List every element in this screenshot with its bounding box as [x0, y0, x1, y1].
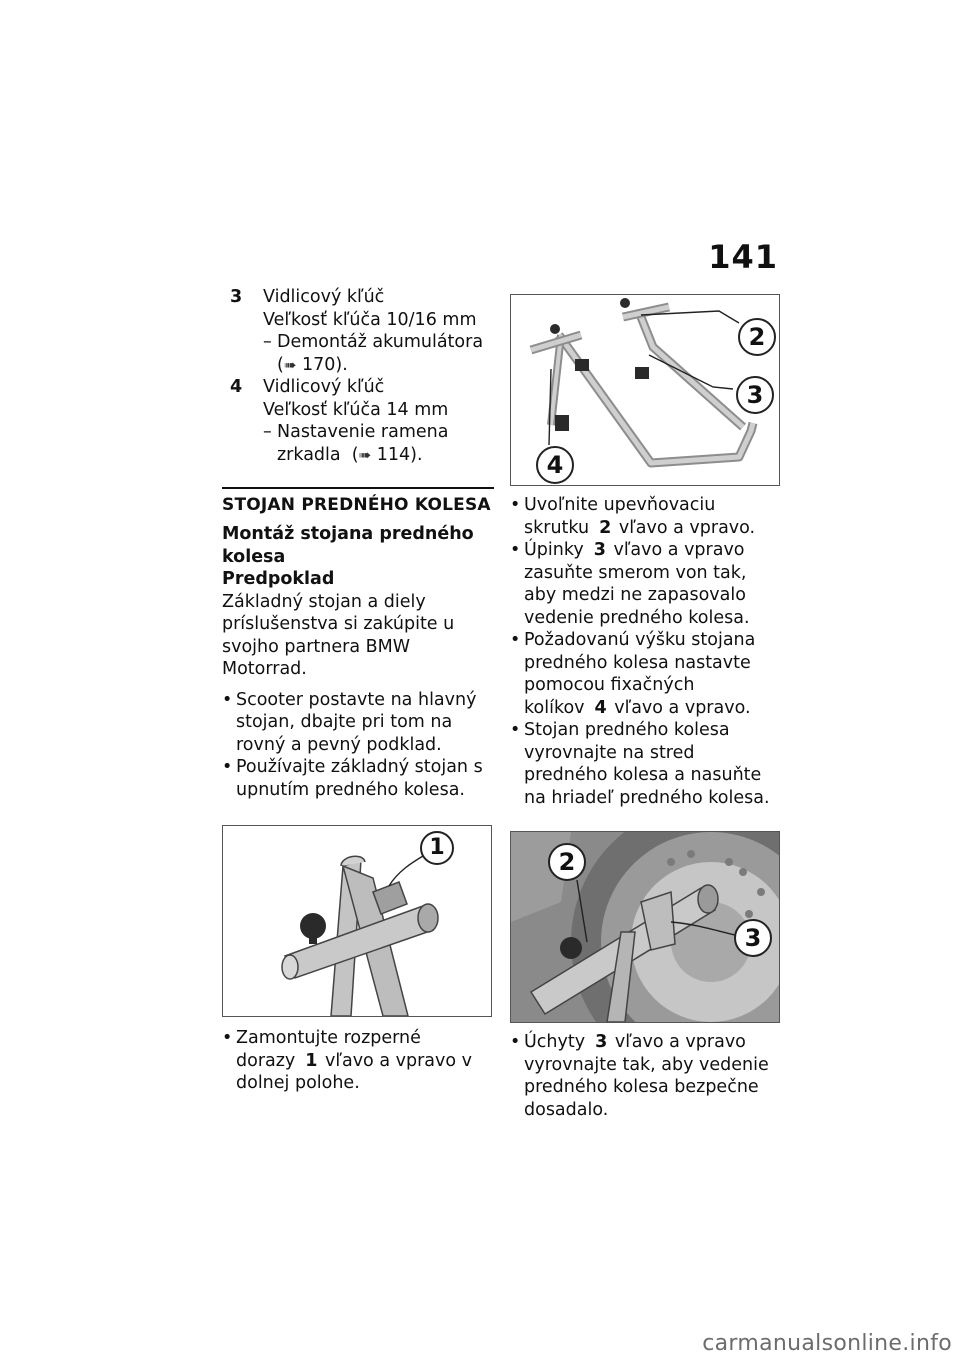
arrow-right-icon: ➠	[358, 445, 372, 464]
list-item: • Stojan predného kolesa vyrovnajte na stred predného kolesa a nasuňte na hriadeľ predného kolesa.	[510, 720, 770, 808]
figure-spacer-mount	[222, 825, 492, 1017]
tool-task: Demontáž akumulátora	[277, 332, 484, 352]
list-item: • Úchyty 3 vľavo a vpravo vyrovnajte tak, aby vedenie predného kolesa bezpečne dosadalo.	[510, 1032, 769, 1120]
bullet-glyph: •	[510, 540, 521, 560]
list-item: • Používajte základný stojan s upnutím predného kolesa.	[222, 757, 483, 800]
list-item: • Úpinky 3 vľavo a vpravo zasuňte smerom von tak, aby medzi ne zapasovalo vedenie predného kolesa.	[510, 540, 750, 628]
clamp-illustration	[511, 832, 779, 1022]
callout-label: 2	[748, 323, 766, 351]
subsection-title: Montáž stojana predného kolesa	[222, 524, 474, 567]
instruction-list	[222, 689, 494, 802]
page-number: 141	[708, 238, 778, 276]
bullet-glyph: •	[222, 1028, 233, 1048]
right-column	[510, 294, 782, 1121]
list-item: • Zamontujte rozperné dorazy 1 vľavo a vpravo v dolnej polohe.	[222, 1028, 472, 1093]
bullet-glyph: •	[510, 630, 521, 650]
bullet-glyph: •	[510, 720, 521, 740]
part-reference: 1	[305, 1050, 318, 1071]
instruction-list	[510, 1031, 782, 1121]
page-reference[interactable]: (➠ 170).	[277, 354, 348, 375]
prerequisite-title: Predpoklad	[222, 569, 335, 589]
tool-item-3	[222, 286, 494, 376]
list-item: • Uvoľnite upevňovaciu skrutku 2 vľavo a vpravo.	[510, 495, 756, 538]
bullet-glyph: •	[510, 1032, 521, 1052]
tool-number: 4	[230, 377, 243, 397]
section-divider	[222, 487, 494, 489]
part-reference: 3	[595, 1032, 608, 1052]
list-item: • Scooter postavte na hlavný stojan, dbajte pri tom na rovný a pevný podklad.	[222, 689, 477, 755]
callout-label: 3	[744, 924, 762, 952]
bullet-glyph: •	[510, 495, 521, 515]
prerequisite-text: Základný stojan a diely príslušenstva si zakúpite u svojho partnera BMW Motorrad.	[222, 591, 455, 679]
left-column	[222, 286, 494, 1095]
bullet-glyph: •	[222, 689, 233, 710]
figure-clamp-alignment	[510, 831, 780, 1023]
part-reference: 3	[593, 540, 606, 560]
figure-front-stand	[510, 294, 780, 486]
callout-label: 1	[429, 835, 445, 860]
tool-item-4	[222, 376, 494, 466]
section-title: STOJAN PREDNÉHO KOLESA	[222, 495, 491, 515]
instruction-list	[510, 494, 782, 809]
callout-label: 2	[558, 848, 576, 876]
spacer-illustration	[223, 826, 491, 1016]
tool-name: Vidlicový kľúč	[263, 377, 385, 397]
instruction-list	[222, 1027, 494, 1095]
watermark[interactable]: carmanualsonline.info	[702, 1331, 952, 1356]
arrow-right-icon: ➠	[283, 355, 297, 374]
list-item: • Požadovanú výšku stojana predného kolesa nastavte pomocou fixačných kolíkov 4 vľavo a vpravo.	[510, 630, 756, 718]
tool-size: Veľkosť kľúča 14 mm	[263, 399, 449, 420]
bullet-glyph: •	[222, 757, 233, 777]
part-reference: 2	[599, 517, 612, 538]
callout-label: 3	[746, 381, 764, 409]
tool-size: Veľkosť kľúča 10/16 mm	[263, 309, 477, 330]
callout-label: 4	[546, 451, 564, 479]
page-reference[interactable]: zrkadla (➠ 114).	[277, 444, 423, 465]
tool-task-line	[263, 331, 494, 354]
tool-task-line	[263, 421, 494, 444]
dash-glyph: –	[263, 332, 272, 352]
tool-number: 3	[230, 287, 243, 307]
dash-glyph: –	[263, 422, 272, 442]
tool-task: Nastavenie ramena	[277, 422, 449, 442]
tool-name: Vidlicový kľúč	[263, 287, 385, 307]
part-reference: 4	[594, 697, 607, 718]
